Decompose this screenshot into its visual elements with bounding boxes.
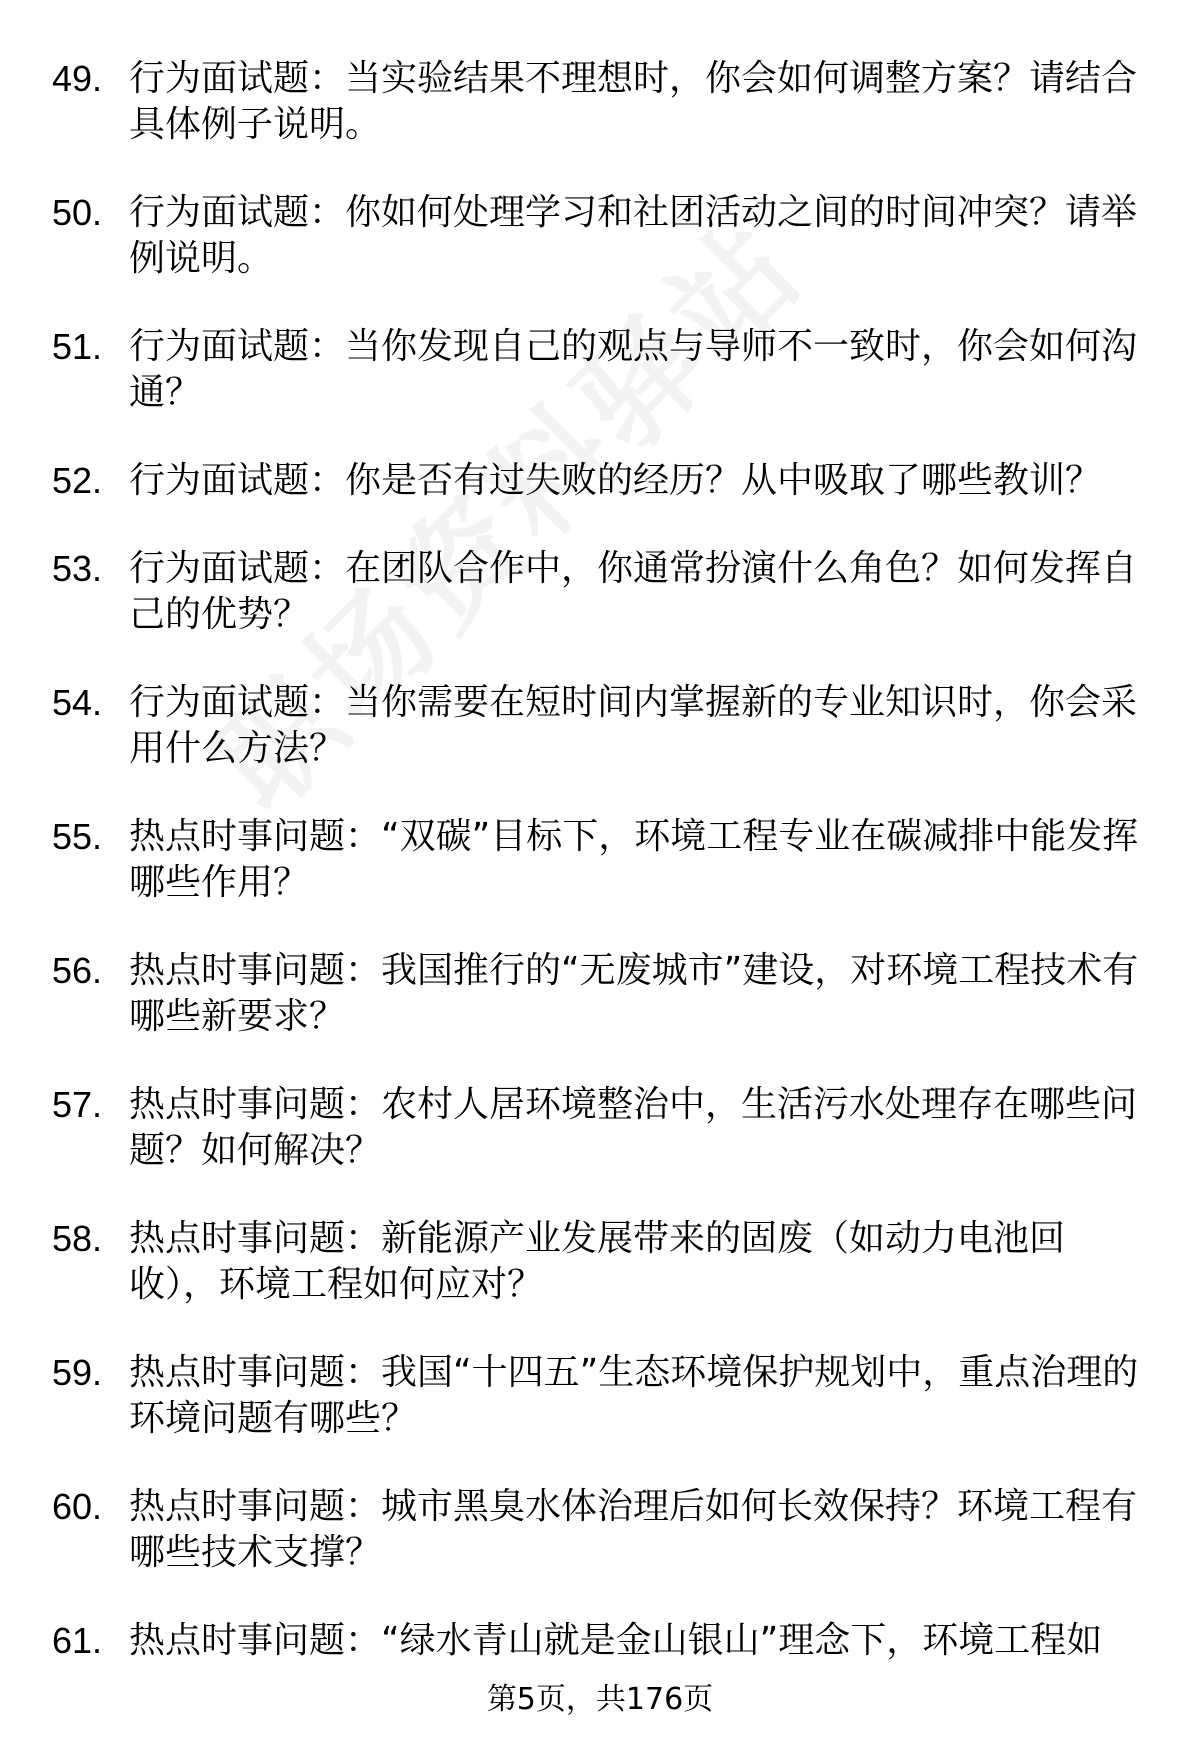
question-number: 56.: [52, 950, 103, 991]
question-text: 行为面试题：当你发现自己的观点与导师不一致时，你会如何沟通？: [129, 326, 1138, 413]
question-number: 50.: [52, 192, 103, 233]
question-text: 行为面试题：当实验结果不理想时，你会如何调整方案？请结合具体例子说明。: [129, 58, 1138, 145]
list-item: [0, 1618, 1200, 1664]
question-number: 57.: [52, 1084, 103, 1125]
question-number: 54.: [52, 682, 103, 723]
question-number: 52.: [52, 460, 103, 501]
list-item: [0, 948, 1200, 1040]
question-text: 热点时事问题：“双碳”目标下，环境工程专业在碳减排中能发挥哪些作用？: [129, 816, 1139, 903]
list-item: [0, 814, 1200, 906]
list-item: [0, 1350, 1200, 1442]
question-number: 61.: [52, 1620, 103, 1661]
question-number: 53.: [52, 548, 103, 589]
question-text: 行为面试题：当你需要在短时间内掌握新的专业知识时，你会采用什么方法？: [129, 682, 1138, 769]
question-number: 58.: [52, 1218, 103, 1259]
list-item: [0, 1216, 1200, 1308]
list-item: [0, 680, 1200, 772]
page-footer: 第5页，共176页: [486, 1682, 714, 1717]
question-text: 热点时事问题：“绿水青山就是金山银山”理念下，环境工程如: [129, 1620, 1103, 1661]
question-text: 热点时事问题：新能源产业发展带来的固废（如动力电池回收），环境工程如何应对？: [129, 1218, 1066, 1305]
question-number: 49.: [52, 58, 103, 99]
question-number: 60.: [52, 1486, 103, 1527]
question-text: 热点时事问题：农村人居环境整治中，生活污水处理存在哪些问题？如何解决？: [129, 1084, 1138, 1171]
list-item: [0, 458, 1200, 504]
list-item: [0, 546, 1200, 638]
question-text: 行为面试题：你如何处理学习和社团活动之间的时间冲突？请举例说明。: [129, 192, 1138, 279]
question-text: 行为面试题：你是否有过失败的经历？从中吸取了哪些教训？: [129, 460, 1102, 501]
question-text: 热点时事问题：城市黑臭水体治理后如何长效保持？环境工程有哪些技术支撑？: [129, 1486, 1138, 1573]
question-number: 55.: [52, 816, 103, 857]
question-text: 热点时事问题：我国推行的“无废城市”建设，对环境工程技术有哪些新要求？: [129, 950, 1139, 1037]
list-item: [0, 1484, 1200, 1576]
question-list: [0, 56, 1200, 1706]
list-item: [0, 190, 1200, 282]
list-item: [0, 1082, 1200, 1174]
question-text: 行为面试题：在团队合作中，你通常扮演什么角色？如何发挥自己的优势？: [129, 548, 1138, 635]
question-number: 59.: [52, 1352, 103, 1393]
list-item: [0, 56, 1200, 148]
list-item: [0, 324, 1200, 416]
question-text: 热点时事问题：我国“十四五”生态环境保护规划中，重点治理的环境问题有哪些？: [129, 1352, 1139, 1439]
question-number: 51.: [52, 326, 103, 367]
